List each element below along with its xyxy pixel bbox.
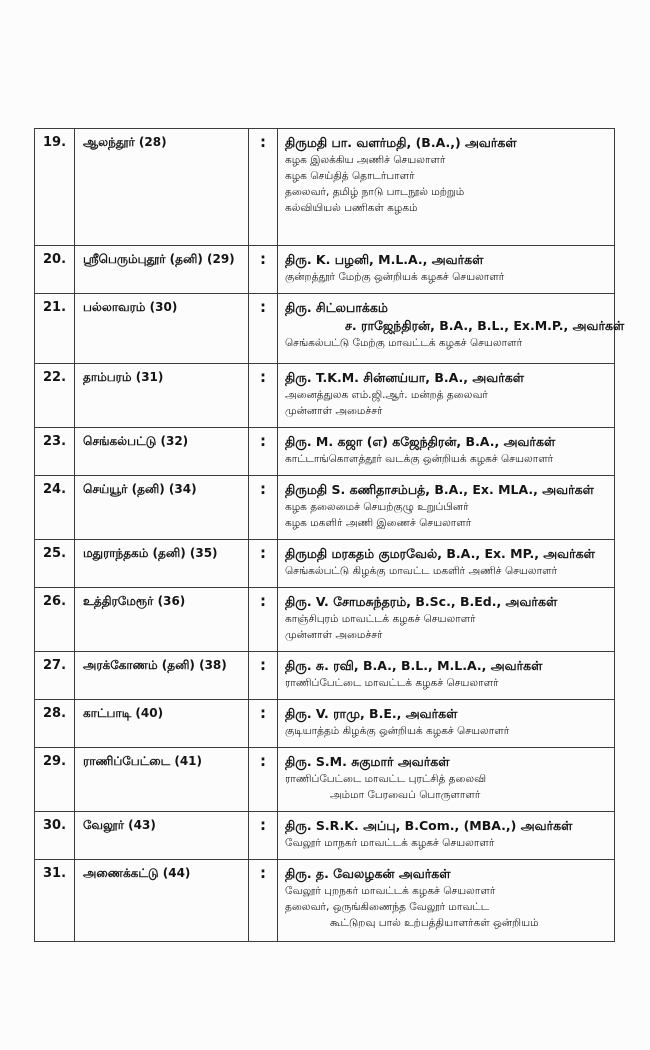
candidate-name-continued: ச. ராஜேந்திரன், B.A., B.L., Ex.M.P., அவர்கள்	[345, 318, 625, 333]
table-row	[35, 860, 615, 942]
candidate-name: திரு. த. வேலழகன் அவர்கள்	[285, 866, 451, 881]
designation-line: தலைவர், ஒருங்கிணைந்த வேலூர் மாவட்ட	[285, 901, 490, 913]
designation-line: காட்டாங்கொளத்தூர் வடக்கு ஒன்றியக் கழகச் செயலாளர்	[285, 453, 554, 465]
colon-separator: :	[249, 364, 278, 428]
constituency-name: உத்திரமேரூர் (36)	[75, 588, 249, 652]
candidate-name: திருமதி மரகதம் குமரவேல், B.A., Ex. MP., அவர்கள்	[285, 546, 595, 561]
constituency-name: செங்கல்பட்டு (32)	[75, 428, 249, 476]
candidate-name: திரு. சிட்லபாக்கம்	[285, 300, 388, 315]
candidate-info	[278, 428, 615, 476]
candidate-info	[278, 129, 615, 246]
constituency-name: செய்யூர் (தனி) (34)	[75, 476, 249, 540]
table-row	[35, 540, 615, 588]
candidate-info	[278, 652, 615, 700]
designation-line: செங்கல்பட்டு கிழக்கு மாவட்ட மகளிர் அணிச் செயலாளர்	[285, 565, 558, 577]
candidate-name: திரு. V. சோமசுந்தரம், B.Sc., B.Ed., அவர்கள்	[285, 594, 558, 609]
designation-line: வேலூர் மாநகர் மாவட்டக் கழகச் செயலாளர்	[285, 837, 495, 849]
designation-line: காஞ்சிபுரம் மாவட்டக் கழகச் செயலாளர்	[285, 613, 476, 625]
candidates-table	[34, 128, 625, 942]
serial-number: 24.	[35, 476, 75, 540]
serial-number: 21.	[35, 294, 75, 364]
colon-separator: :	[249, 540, 278, 588]
constituency-name: மதுராந்தகம் (தனி) (35)	[75, 540, 249, 588]
constituency-name: ராணிப்பேட்டை (41)	[75, 748, 249, 812]
table-row	[35, 700, 615, 748]
candidate-info	[278, 860, 615, 942]
candidate-info	[278, 588, 615, 652]
designation-line: வேலூர் புறநகர் மாவட்டக் கழகச் செயலாளர்	[285, 885, 496, 897]
table-row	[35, 748, 615, 812]
candidates-table-body	[35, 129, 625, 942]
constituency-name: ஆலந்தூர் (28)	[75, 129, 249, 246]
table-row	[35, 588, 615, 652]
constituency-name: வேலூர் (43)	[75, 812, 249, 860]
serial-number: 25.	[35, 540, 75, 588]
colon-separator: :	[249, 476, 278, 540]
colon-separator: :	[249, 428, 278, 476]
constituency-name: பல்லாவரம் (30)	[75, 294, 249, 364]
constituency-name: தாம்பரம் (31)	[75, 364, 249, 428]
table-row	[35, 294, 615, 364]
candidate-name: திரு. S.M. சுகுமார் அவர்கள்	[285, 754, 450, 769]
colon-separator: :	[249, 294, 278, 364]
candidate-name: திரு. V. ராமு, B.E., அவர்கள்	[285, 706, 458, 721]
candidate-name: திரு. S.R.K. அப்பு, B.Com., (MBA.,) அவர்கள்	[285, 818, 573, 833]
candidate-info	[278, 540, 615, 588]
table-row	[35, 812, 615, 860]
table-row	[35, 428, 615, 476]
designation-line: ராணிப்பேட்டை மாவட்ட புரட்சித் தலைவி	[285, 773, 487, 785]
designation-line-continued: அம்மா பேரவைப் பொருளாளர்	[330, 789, 481, 801]
designation-line: அனைத்துலக எம்.ஜி.ஆர். மன்றத் தலைவர்	[285, 389, 488, 401]
designation-line: ராணிப்பேட்டை மாவட்டக் கழகச் செயலாளர்	[285, 677, 499, 689]
table-row	[35, 652, 615, 700]
candidate-name: திரு. T.K.M. சின்னய்யா, B.A., அவர்கள்	[285, 370, 525, 385]
table-row	[35, 246, 615, 294]
colon-separator: :	[249, 812, 278, 860]
candidate-info	[278, 294, 625, 364]
table-row	[35, 364, 615, 428]
serial-number: 19.	[35, 129, 75, 246]
serial-number: 27.	[35, 652, 75, 700]
colon-separator: :	[249, 748, 278, 812]
candidate-name: திரு. சு. ரவி, B.A., B.L., M.L.A., அவர்கள்	[285, 658, 543, 673]
serial-number: 31.	[35, 860, 75, 942]
constituency-name: அணைக்கட்டு (44)	[75, 860, 249, 942]
candidate-info	[278, 364, 615, 428]
designation-line: கழக தலைமைச் செயற்குழு உறுப்பினர்	[285, 501, 469, 513]
candidate-info	[278, 246, 615, 294]
table-row	[35, 476, 615, 540]
serial-number: 29.	[35, 748, 75, 812]
designation-line: கல்வியியல் பணிகள் கழகம்	[285, 202, 418, 214]
serial-number: 30.	[35, 812, 75, 860]
serial-number: 23.	[35, 428, 75, 476]
constituency-name: காட்பாடி (40)	[75, 700, 249, 748]
candidate-name: திரு. K. பழனி, M.L.A., அவர்கள்	[285, 252, 484, 267]
candidate-name: திரு. M. கஜா (எ) கஜேந்திரன், B.A., அவர்கள்	[285, 434, 556, 449]
serial-number: 26.	[35, 588, 75, 652]
designation-line: முன்னாள் அமைச்சர்	[285, 405, 383, 417]
candidate-name: திருமதி பா. வளர்மதி, (B.A.,) அவர்கள்	[285, 135, 517, 150]
designation-line: கழக மகளிர் அணி இணைச் செயலாளர்	[285, 517, 472, 529]
designation-line: முன்னாள் அமைச்சர்	[285, 629, 383, 641]
serial-number: 28.	[35, 700, 75, 748]
table-row	[35, 129, 615, 246]
candidate-name: திருமதி S. கணிதாசம்பத், B.A., Ex. MLA., அவர்கள்	[285, 482, 594, 497]
candidate-info	[278, 812, 615, 860]
designation-line: கழக செய்தித் தொடர்பாளர்	[285, 170, 415, 182]
constituency-name: அரக்கோணம் (தனி) (38)	[75, 652, 249, 700]
candidate-info	[278, 748, 615, 812]
colon-separator: :	[249, 129, 278, 246]
designation-line: செங்கல்பட்டு மேற்கு மாவட்டக் கழகச் செயலாளர்	[285, 337, 523, 349]
designation-line: குடியாத்தம் கிழக்கு ஒன்றியக் கழகச் செயலாளர்	[285, 725, 510, 737]
colon-separator: :	[249, 652, 278, 700]
colon-separator: :	[249, 860, 278, 942]
serial-number: 22.	[35, 364, 75, 428]
constituency-name: ஸ்ரீபெரும்புதூர் (தனி) (29)	[75, 246, 249, 294]
designation-line-continued: கூட்டுறவு பால் உற்பத்தியாளர்கள் ஒன்றியம்	[330, 917, 539, 929]
candidate-info	[278, 700, 615, 748]
serial-number: 20.	[35, 246, 75, 294]
colon-separator: :	[249, 700, 278, 748]
designation-line: குன்றத்தூர் மேற்கு ஒன்றியக் கழகச் செயலாளர்	[285, 271, 505, 283]
candidate-info	[278, 476, 615, 540]
colon-separator: :	[249, 246, 278, 294]
designation-line: தலைவர், தமிழ் நாடு பாடநூல் மற்றும்	[285, 186, 465, 198]
colon-separator: :	[249, 588, 278, 652]
designation-line: கழக இலக்கிய அணிச் செயலாளர்	[285, 154, 446, 166]
